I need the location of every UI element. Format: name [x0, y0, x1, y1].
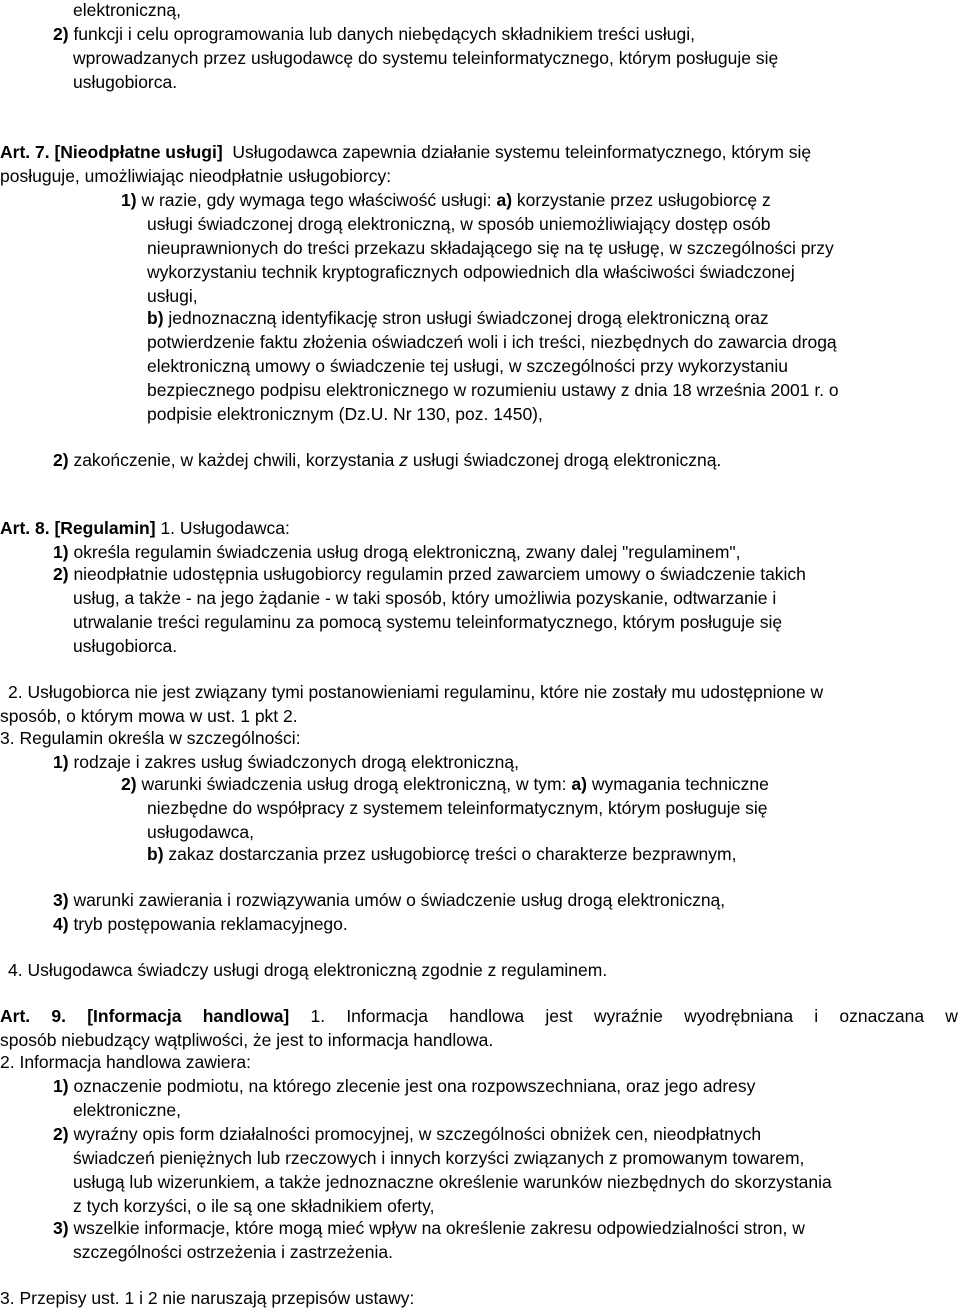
item-text: usługi świadczonej drogą elektroniczną. [412, 450, 722, 470]
subitem-letter: b) [147, 844, 164, 864]
item-number: 1) [53, 1076, 69, 1096]
list-item [121, 189, 771, 211]
text-line: utrwalanie treści regulaminu za pomocą systemu teleinformatycznego, którym posługuje się [73, 612, 783, 632]
item-number: 2) [121, 774, 137, 794]
item-text: oznaczenie podmiotu, na którego zlecenie jest ona rozpowszechniana, oraz jego adresy [73, 1076, 756, 1096]
article-heading-word: 9. [51, 1006, 66, 1026]
text-line: podpisie elektronicznym (Dz.U. Nr 130, poz. 1450), [147, 404, 543, 424]
text-line: 1. Usługodawca: [160, 518, 290, 538]
text-line: z tych korzyści, o ile są one składnikiem oferty, [73, 1196, 435, 1216]
text-line: usługobiorca. [73, 636, 178, 656]
text-line: 2. Informacja handlowa zawiera: [0, 1052, 251, 1072]
text-word: i [814, 1006, 819, 1026]
text-line: usługi, [147, 286, 198, 306]
list-subitem [147, 843, 736, 865]
item-text: funkcji i celu oprogramowania lub danych niebędących składnikiem treści usługi, [73, 24, 696, 44]
text-line: elektroniczną, [73, 0, 181, 20]
list-item [53, 563, 806, 585]
text-word: wyodrębniana [684, 1006, 794, 1026]
article-heading-word: [Informacja [87, 1006, 182, 1026]
article-heading-word: handlowa] [202, 1006, 290, 1026]
item-text: z [399, 450, 409, 470]
item-text: wymagania techniczne [591, 774, 769, 794]
text-line: świadczeń pieniężnych lub rzeczowych i innych korzyści związanych z promowanym towarem, [73, 1148, 805, 1168]
list-subitem [147, 307, 769, 329]
text-line: sposób, o którym mowa w ust. 1 pkt 2. [0, 706, 298, 726]
list-item [53, 913, 348, 935]
item-text: tryb postępowania reklamacyjnego. [73, 914, 348, 934]
list-item [53, 1123, 761, 1145]
item-number: 2) [53, 564, 69, 584]
text-line: sposób niebudzący wątpliwości, że jest to informacja handlowa. [0, 1030, 494, 1050]
text-word: oznaczana [839, 1006, 925, 1026]
list-item [53, 751, 519, 773]
text-line: posługuje, umożliwiając nieodpłatnie usługobiorcy: [0, 166, 392, 186]
item-number: 2) [53, 1124, 69, 1144]
text-line: elektroniczne, [73, 1100, 181, 1120]
item-number: 4) [53, 914, 69, 934]
list-item [53, 449, 721, 471]
item-number: 1) [53, 752, 69, 772]
text-line: usług, a także - na jego żądanie - w taki sposób, który umożliwia pozyskanie, odtwarzanie i [73, 588, 777, 608]
text-word: 1. [310, 1006, 326, 1026]
text-line: usługą lub wizerunkiem, a także jednoznaczne określenie warunków niezbędnych do skorzystania [73, 1172, 832, 1192]
item-number: 2) [53, 450, 69, 470]
item-text: korzystanie przez usługobiorcę z [516, 190, 771, 210]
item-text: zakaz dostarczania przez usługobiorcę treści o charakterze bezprawnym, [168, 844, 737, 864]
text-line: potwierdzenie faktu złożenia oświadczeń woli i ich treści, niezbędnych do zawarcia drogą [147, 332, 837, 352]
text-word: Informacja [346, 1006, 429, 1026]
list-item [121, 773, 769, 795]
text-line: 2. Usługobiorca nie jest związany tymi postanowieniami regulaminu, które nie zostały mu udostępnione w [8, 682, 824, 702]
item-text: wszelkie informacje, które mogą mieć wpływ na określenie zakresu odpowiedzialności stron, w [73, 1218, 805, 1238]
list-item [53, 541, 741, 563]
article-8-heading-line [0, 517, 290, 539]
text-word: jest [545, 1006, 573, 1026]
item-number: 2) [53, 24, 69, 44]
item-text: warunki świadczenia usług drogą elektroniczną, w tym: [141, 774, 567, 794]
item-text: zakończenie, w każdej chwili, korzystania [73, 450, 395, 470]
text-line: usługi świadczonej drogą elektroniczną, w sposób uniemożliwiający dostęp osób [147, 214, 771, 234]
text-line: 3. Przepisy ust. 1 i 2 nie naruszają przepisów ustawy: [0, 1288, 415, 1308]
text-line: bezpiecznego podpisu elektronicznego w rozumieniu ustawy z dnia 18 września 2001 r. o [147, 380, 839, 400]
subitem-letter: a) [496, 190, 513, 210]
list-item [53, 23, 695, 45]
text-word: wyraźnie [593, 1006, 663, 1026]
text-line: wprowadzanych przez usługodawcę do systemu teleinformatycznego, którym posługuje się [73, 48, 779, 68]
list-item [53, 1217, 805, 1239]
article-9-heading-line [0, 1005, 958, 1027]
item-number: 3) [53, 1218, 69, 1238]
text-line: elektroniczną umowy o świadczenie tej usługi, w szczególności przy wykorzystaniu [147, 356, 788, 376]
text-word: handlowa [449, 1006, 525, 1026]
article-heading-word: Art. [0, 1006, 31, 1026]
item-text: wyraźny opis form działalności promocyjnej, w szczególności obniżek cen, nieodpłatnych [73, 1124, 762, 1144]
text-line: wykorzystaniu technik kryptograficznych odpowiednich dla właściwości świadczonej [147, 262, 795, 282]
list-item [53, 1075, 755, 1097]
text-line: Usługodawca zapewnia działanie systemu teleinformatycznego, którym się [232, 142, 812, 162]
item-text: określa regulamin świadczenia usług drogą elektroniczną, zwany dalej "regulaminem", [73, 542, 741, 562]
item-number: 1) [53, 542, 69, 562]
text-line: usługobiorca. [73, 72, 178, 92]
item-text: rodzaje i zakres usług świadczonych drogą elektroniczną, [73, 752, 519, 772]
text-line: niezbędne do współpracy z systemem teleinformatycznym, którym posługuje się [147, 798, 768, 818]
subitem-letter: b) [147, 308, 164, 328]
item-number: 3) [53, 890, 69, 910]
article-heading: Art. 8. [Regulamin] [0, 518, 156, 538]
list-item [53, 889, 725, 911]
item-text: nieodpłatnie udostępnia usługobiorcy regulamin przed zawarciem umowy o świadczenie takich [73, 564, 806, 584]
subitem-letter: a) [571, 774, 587, 794]
text-line: 3. Regulamin określa w szczególności: [0, 728, 301, 748]
text-line: nieuprawnionych do treści przekazu składającego się na tę usługę, w szczególności przy [147, 238, 834, 258]
article-7-heading-line [0, 141, 811, 163]
article-heading: Art. 7. [Nieodpłatne usługi] [0, 142, 223, 162]
item-text: jednoznaczną identyfikację stron usługi świadczonej drogą elektroniczną oraz [168, 308, 769, 328]
text-line: szczególności ostrzeżenia i zastrzeżenia. [73, 1242, 394, 1262]
item-text: warunki zawierania i rozwiązywania umów o świadczenie usług drogą elektroniczną, [73, 890, 726, 910]
item-text: w razie, gdy wymaga tego właściwość usługi: [141, 190, 492, 210]
text-word: w [945, 1006, 958, 1026]
text-line: 4. Usługodawca świadczy usługi drogą elektroniczną zgodnie z regulaminem. [8, 960, 608, 980]
text-line: usługodawca, [147, 822, 255, 842]
item-number: 1) [121, 190, 137, 210]
